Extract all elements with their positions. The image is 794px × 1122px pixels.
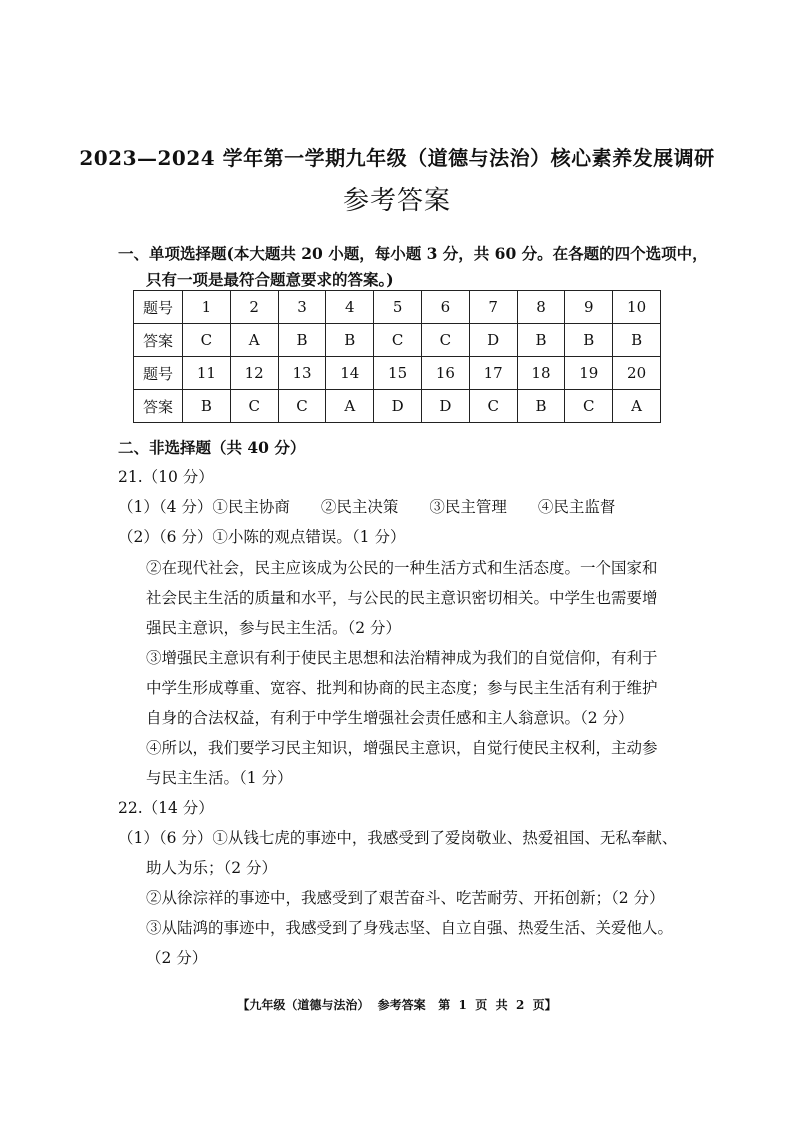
answer-table-cell: D xyxy=(469,324,517,357)
q22-line: ③从陆鸿的事迹中，我感受到了身残志坚、自立自强、热爱生活、关爱他人。 xyxy=(146,919,674,937)
q22-line: （2 分） xyxy=(146,949,208,967)
answer-table-cell: 12 xyxy=(230,357,278,390)
answer-table-cell: 7 xyxy=(469,291,517,324)
section1-heading: 一、单项选择题(本大题共 20 小题，每小题 3 分，共 60 分。在各题的四个选项中， xyxy=(118,244,708,263)
q22-title: 22.（14 分） xyxy=(118,799,214,817)
answer-table-cell: 13 xyxy=(278,357,326,390)
q21-part1: （1）（4 分）①民主协商 ②民主决策 ③民主管理 ④民主监督 xyxy=(118,498,616,516)
q21-line: 自身的合法权益，有利于中学生增强社会责任感和主人翁意识。（2 分） xyxy=(146,709,634,727)
answer-table-row xyxy=(134,357,661,390)
q22-line: ②从徐淙祥的事迹中，我感受到了艰苦奋斗、吃苦耐劳、开拓创新；（2 分） xyxy=(146,889,665,907)
answer-table-cell: 9 xyxy=(565,291,613,324)
answer-table-cell: 18 xyxy=(517,357,565,390)
answer-table-cell: D xyxy=(421,390,469,423)
answer-table-cell: 2 xyxy=(230,291,278,324)
answer-table-row-label: 答案 xyxy=(134,324,183,357)
document-subtitle: 参考答案 xyxy=(342,186,451,216)
answer-table-cell: C xyxy=(230,390,278,423)
answer-table-cell: D xyxy=(374,390,422,423)
section2-heading: 二、非选择题（共 40 分） xyxy=(118,438,306,457)
document-title: 2023—2024 学年第一学期九年级（道德与法治）核心素养发展调研 xyxy=(79,146,715,170)
answer-table-cell: B xyxy=(278,324,326,357)
q21-line: 中学生形成尊重、宽容、批判和协商的民主态度；参与民主生活有利于维护 xyxy=(146,679,658,697)
answer-table-cell: 10 xyxy=(613,291,661,324)
answer-table-cell: 8 xyxy=(517,291,565,324)
answer-table xyxy=(133,290,661,423)
q21-line: ③增强民主意识有利于使民主思想和法治精神成为我们的自觉信仰，有利于 xyxy=(146,649,658,667)
answer-table-row-label: 题号 xyxy=(134,357,183,390)
answer-table-cell: 17 xyxy=(469,357,517,390)
answer-table-row-label: 题号 xyxy=(134,291,183,324)
q21-part2: （2）（6 分）①小陈的观点错误。（1 分） xyxy=(118,528,406,546)
answer-table-cell: B xyxy=(326,324,374,357)
answer-table-row xyxy=(134,390,661,423)
answer-table-cell: 15 xyxy=(374,357,422,390)
q21-line: ④所以，我们要学习民主知识，增强民主意识，自觉行使民主权利，主动参 xyxy=(146,739,658,757)
answer-table-cell: 1 xyxy=(183,291,231,324)
answer-table-row-label: 答案 xyxy=(134,390,183,423)
answer-table-cell: 20 xyxy=(613,357,661,390)
answer-table-cell: C xyxy=(421,324,469,357)
answer-table-cell: 6 xyxy=(421,291,469,324)
q21-line: 强民主意识，参与民主生活。（2 分） xyxy=(146,619,402,637)
answer-table-cell: 19 xyxy=(565,357,613,390)
answer-table-cell: A xyxy=(326,390,374,423)
q21-line: 与民主生活。（1 分） xyxy=(146,769,293,787)
page-footer: 【九年级（道德与法治） 参考答案 第 1 页 共 2 页】 xyxy=(237,998,557,1012)
answer-table-cell: B xyxy=(183,390,231,423)
answer-table-cell: C xyxy=(565,390,613,423)
answer-table-cell: B xyxy=(565,324,613,357)
answer-table-cell: C xyxy=(469,390,517,423)
answer-table-cell: 4 xyxy=(326,291,374,324)
answer-table-row xyxy=(134,324,661,357)
answer-table-cell: B xyxy=(613,324,661,357)
answer-table-cell: 5 xyxy=(374,291,422,324)
answer-table-cell: C xyxy=(183,324,231,357)
q21-line: 社会民主生活的质量和水平，与公民的民主意识密切相关。中学生也需要增 xyxy=(146,589,658,607)
answer-table-cell: A xyxy=(613,390,661,423)
answer-table-cell: 16 xyxy=(421,357,469,390)
answer-table-cell: C xyxy=(374,324,422,357)
answer-table-cell: A xyxy=(230,324,278,357)
answer-table-cell: B xyxy=(517,390,565,423)
answer-table-row xyxy=(134,291,661,324)
answer-table-cell: 3 xyxy=(278,291,326,324)
section1-heading-cont: 只有一项是最符合题意要求的答案。) xyxy=(146,270,394,289)
answer-table-cell: B xyxy=(517,324,565,357)
q22-part1: （1）（6 分）①从钱七虎的事迹中，我感受到了爱岗敬业、热爱祖国、无私奉献、 xyxy=(118,829,678,847)
q21-line: ②在现代社会，民主应该成为公民的一种生活方式和生活态度。一个国家和 xyxy=(146,559,658,577)
answer-table-cell: 14 xyxy=(326,357,374,390)
answer-table-cell: C xyxy=(278,390,326,423)
answer-table-cell: 11 xyxy=(183,357,231,390)
q21-title: 21.（10 分） xyxy=(118,468,214,486)
q22-line: 助人为乐；（2 分） xyxy=(146,859,278,877)
